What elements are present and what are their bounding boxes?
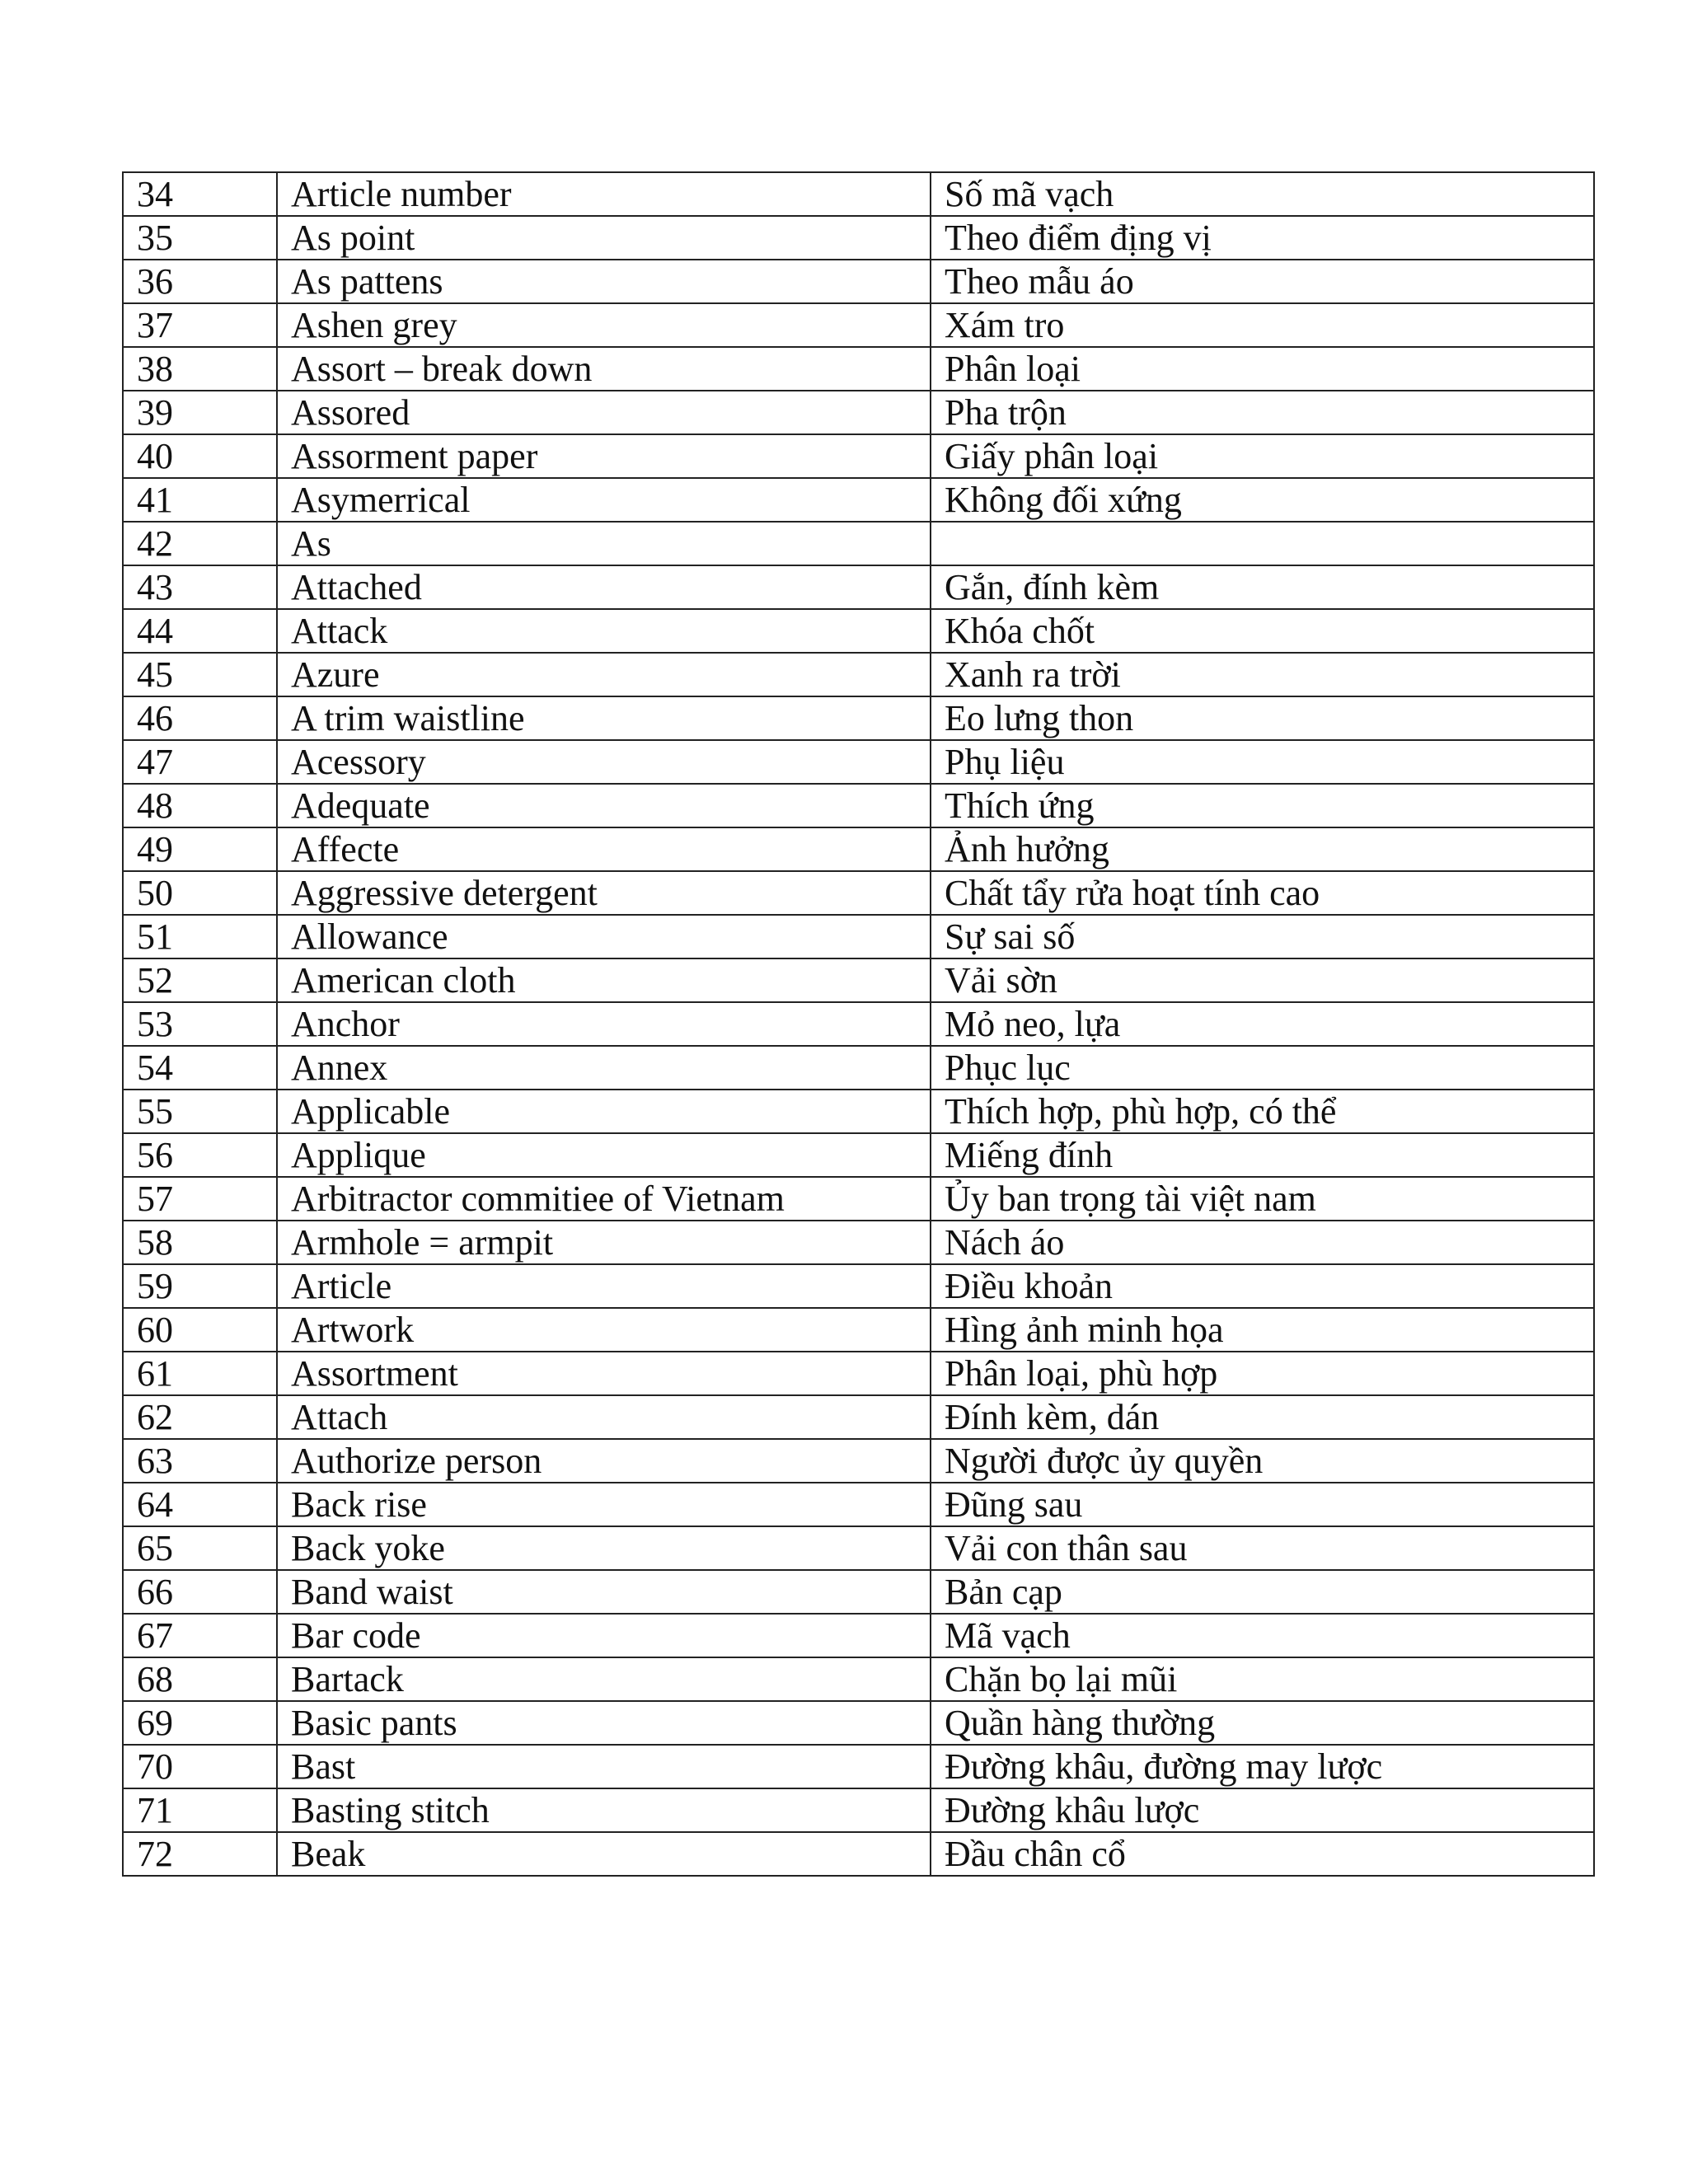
table-row [123,522,1594,565]
row-number-cell: 43 [123,565,277,609]
english-term-cell: As pattens [277,260,931,303]
table-row [123,827,1594,871]
vietnamese-meaning-cell: Thích hợp, phù hợp, có thể [931,1090,1594,1133]
table-row [123,1745,1594,1788]
table-row [123,1439,1594,1483]
vietnamese-meaning-cell: Mỏ neo, lựa [931,1002,1594,1046]
row-number-cell: 45 [123,653,277,696]
vietnamese-meaning-cell: Ảnh hưởng [931,827,1594,871]
vietnamese-meaning-cell: Theo điểm địng vị [931,216,1594,260]
table-row [123,958,1594,1002]
row-number-cell: 56 [123,1133,277,1177]
row-number-cell: 36 [123,260,277,303]
table-row [123,1046,1594,1090]
table-row [123,1308,1594,1352]
table-row [123,303,1594,347]
table-row [123,609,1594,653]
vietnamese-meaning-cell: Theo mẫu áo [931,260,1594,303]
vietnamese-meaning-cell: Nách áo [931,1221,1594,1264]
english-term-cell: Assort – break down [277,347,931,391]
vietnamese-meaning-cell: Phân loại [931,347,1594,391]
row-number-cell: 60 [123,1308,277,1352]
vietnamese-meaning-cell: Chặn bọ lại mũi [931,1657,1594,1701]
row-number-cell: 63 [123,1439,277,1483]
row-number-cell: 49 [123,827,277,871]
english-term-cell: Assortment [277,1352,931,1395]
english-term-cell: Back yoke [277,1526,931,1570]
english-term-cell: Attached [277,565,931,609]
english-term-cell: Artwork [277,1308,931,1352]
english-term-cell: As [277,522,931,565]
table-row [123,172,1594,216]
vietnamese-meaning-cell: Chất tẩy rửa hoạt tính cao [931,871,1594,915]
row-number-cell: 37 [123,303,277,347]
row-number-cell: 39 [123,391,277,434]
row-number-cell: 64 [123,1483,277,1526]
table-row [123,1221,1594,1264]
english-term-cell: Basic pants [277,1701,931,1745]
english-term-cell: Band waist [277,1570,931,1614]
table-row [123,1788,1594,1832]
row-number-cell: 69 [123,1701,277,1745]
table-row [123,871,1594,915]
table-row [123,1352,1594,1395]
row-number-cell: 57 [123,1177,277,1221]
vietnamese-meaning-cell: Đường khâu lược [931,1788,1594,1832]
table-row [123,1395,1594,1439]
table-row [123,740,1594,784]
vietnamese-meaning-cell: Phục lục [931,1046,1594,1090]
table-row [123,565,1594,609]
vietnamese-meaning-cell [931,522,1594,565]
table-row [123,1264,1594,1308]
table-row [123,1570,1594,1614]
table-row [123,260,1594,303]
row-number-cell: 58 [123,1221,277,1264]
table-row [123,1483,1594,1526]
table-row [123,478,1594,522]
english-term-cell: Aggressive detergent [277,871,931,915]
vietnamese-meaning-cell: Sự sai số [931,915,1594,958]
vietnamese-meaning-cell: Đầu chân cổ [931,1832,1594,1876]
row-number-cell: 44 [123,609,277,653]
table-row [123,216,1594,260]
table-row [123,1177,1594,1221]
row-number-cell: 65 [123,1526,277,1570]
vietnamese-meaning-cell: Đính kèm, dán [931,1395,1594,1439]
vietnamese-meaning-cell: Không đối xứng [931,478,1594,522]
table-row [123,1526,1594,1570]
row-number-cell: 40 [123,434,277,478]
row-number-cell: 34 [123,172,277,216]
table-row [123,1133,1594,1177]
vietnamese-meaning-cell: Đũng sau [931,1483,1594,1526]
english-term-cell: As point [277,216,931,260]
vietnamese-meaning-cell: Mã vạch [931,1614,1594,1657]
vietnamese-meaning-cell: Số mã vạch [931,172,1594,216]
table-row [123,1701,1594,1745]
row-number-cell: 46 [123,696,277,740]
vietnamese-meaning-cell: Ủy ban trọng tài việt nam [931,1177,1594,1221]
row-number-cell: 53 [123,1002,277,1046]
row-number-cell: 70 [123,1745,277,1788]
english-term-cell: Adequate [277,784,931,827]
table-row [123,696,1594,740]
vietnamese-meaning-cell: Hìng ảnh minh họa [931,1308,1594,1352]
table-row [123,434,1594,478]
table-row [123,653,1594,696]
english-term-cell: Arbitractor commitiee of Vietnam [277,1177,931,1221]
vietnamese-meaning-cell: Pha trộn [931,391,1594,434]
english-term-cell: Beak [277,1832,931,1876]
vietnamese-meaning-cell: Quần hàng thường [931,1701,1594,1745]
table-row [123,1832,1594,1876]
english-term-cell: Applique [277,1133,931,1177]
english-term-cell: American cloth [277,958,931,1002]
row-number-cell: 59 [123,1264,277,1308]
row-number-cell: 50 [123,871,277,915]
english-term-cell: Azure [277,653,931,696]
table-row [123,1657,1594,1701]
vietnamese-meaning-cell: Phụ liệu [931,740,1594,784]
vietnamese-meaning-cell: Gắn, đính kèm [931,565,1594,609]
vietnamese-meaning-cell: Điều khoản [931,1264,1594,1308]
english-term-cell: Authorize person [277,1439,931,1483]
table-row [123,784,1594,827]
english-term-cell: Assored [277,391,931,434]
english-term-cell: Affecte [277,827,931,871]
row-number-cell: 47 [123,740,277,784]
english-term-cell: Bast [277,1745,931,1788]
glossary-table-body [123,172,1594,1876]
english-term-cell: Annex [277,1046,931,1090]
row-number-cell: 52 [123,958,277,1002]
row-number-cell: 54 [123,1046,277,1090]
table-row [123,347,1594,391]
english-term-cell: Article [277,1264,931,1308]
vietnamese-meaning-cell: Eo lưng thon [931,696,1594,740]
english-term-cell: Allowance [277,915,931,958]
english-term-cell: Attack [277,609,931,653]
english-term-cell: Anchor [277,1002,931,1046]
vietnamese-meaning-cell: Phân loại, phù hợp [931,1352,1594,1395]
english-term-cell: Armhole = armpit [277,1221,931,1264]
table-row [123,1002,1594,1046]
vietnamese-meaning-cell: Bản cạp [931,1570,1594,1614]
vietnamese-meaning-cell: Giấy phân loại [931,434,1594,478]
vietnamese-meaning-cell: Vải sờn [931,958,1594,1002]
english-term-cell: Acessory [277,740,931,784]
vietnamese-meaning-cell: Khóa chốt [931,609,1594,653]
row-number-cell: 41 [123,478,277,522]
row-number-cell: 38 [123,347,277,391]
english-term-cell: Applicable [277,1090,931,1133]
glossary-table [122,171,1595,1877]
english-term-cell: Assorment paper [277,434,931,478]
table-row [123,1090,1594,1133]
english-term-cell: Asymerrical [277,478,931,522]
row-number-cell: 61 [123,1352,277,1395]
row-number-cell: 66 [123,1570,277,1614]
table-row [123,915,1594,958]
table-row [123,1614,1594,1657]
table-row [123,391,1594,434]
vietnamese-meaning-cell: Xám tro [931,303,1594,347]
english-term-cell: Article number [277,172,931,216]
vietnamese-meaning-cell: Người được ủy quyền [931,1439,1594,1483]
vietnamese-meaning-cell: Miếng đính [931,1133,1594,1177]
english-term-cell: A trim waistline [277,696,931,740]
vietnamese-meaning-cell: Đường khâu, đường may lược [931,1745,1594,1788]
row-number-cell: 48 [123,784,277,827]
row-number-cell: 42 [123,522,277,565]
english-term-cell: Ashen grey [277,303,931,347]
row-number-cell: 72 [123,1832,277,1876]
vietnamese-meaning-cell: Xanh ra trời [931,653,1594,696]
english-term-cell: Bar code [277,1614,931,1657]
english-term-cell: Basting stitch [277,1788,931,1832]
vietnamese-meaning-cell: Vải con thân sau [931,1526,1594,1570]
english-term-cell: Back rise [277,1483,931,1526]
row-number-cell: 68 [123,1657,277,1701]
english-term-cell: Attach [277,1395,931,1439]
row-number-cell: 51 [123,915,277,958]
row-number-cell: 55 [123,1090,277,1133]
english-term-cell: Bartack [277,1657,931,1701]
row-number-cell: 71 [123,1788,277,1832]
vietnamese-meaning-cell: Thích ứng [931,784,1594,827]
row-number-cell: 62 [123,1395,277,1439]
row-number-cell: 67 [123,1614,277,1657]
row-number-cell: 35 [123,216,277,260]
